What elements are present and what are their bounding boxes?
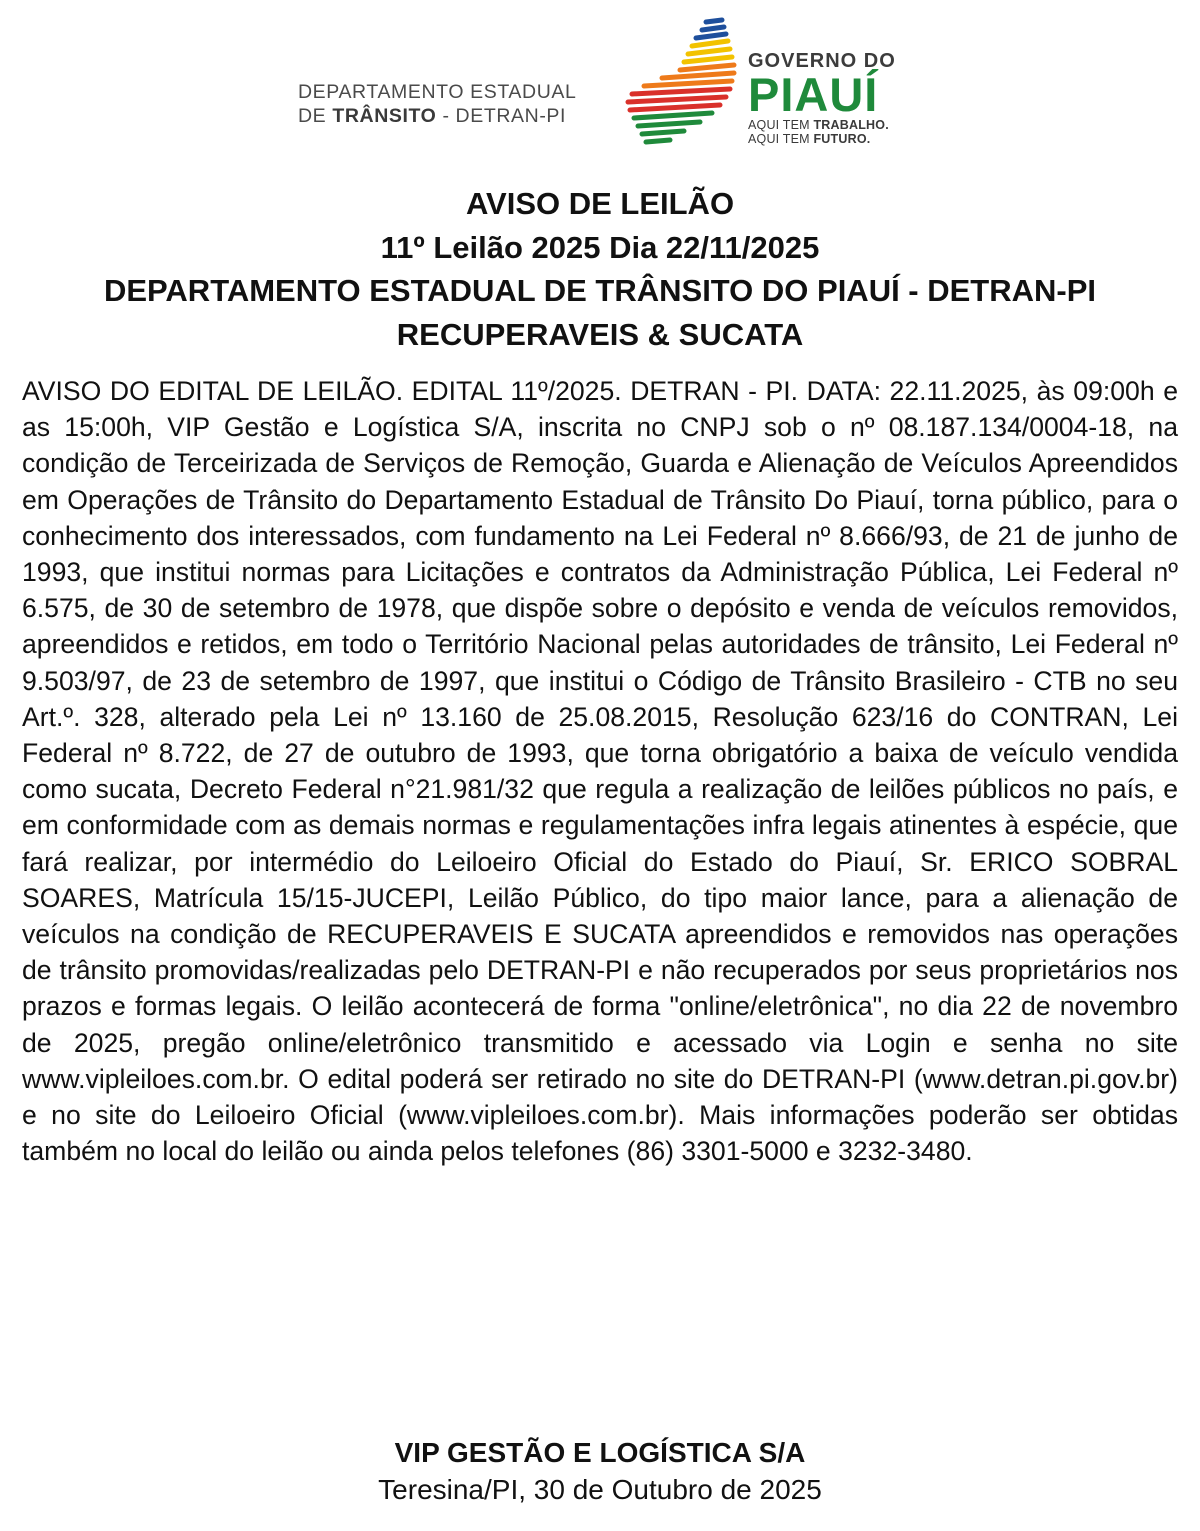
title-line-4: RECUPERAVEIS & SUCATA	[396, 316, 804, 352]
detran-logo-line1: DEPARTAMENTO ESTADUAL	[298, 81, 577, 103]
signature-place-date: Teresina/PI, 30 de Outubro de 2025	[378, 1474, 822, 1505]
detran-logo-bold: TRÂNSITO	[332, 105, 437, 127]
gov-logo-name: PIAUÍ	[748, 68, 879, 121]
title-line-1: AVISO DE LEILÃO	[465, 186, 735, 221]
notice-body: AVISO DO EDITAL DE LEILÃO. EDITAL 11º/2025. DETRAN - PI. DATA: 22.11.2025, às 09:00h e as 15:00h, VIP Gestão e Logística S/A, inscrita no CNPJ sob o nº 08.187.134/0004-18, na condição de Terceirizada de Serviços de Remoção, Guarda e Alienação de Veículos Apreendidos em Operações de Trânsito do Departamento Estadual de Trânsito Do Piauí, torna público, para o conhecimento dos interessados, com fundamento na Lei Federal nº 8.666/93, de 21 de junho de 1993, que institui normas para Licitações e contratos da Administração Pública, Lei Federal nº 6.575, de 30 de setembro de 1978, que dispõe sobre o depósito e venda de veículos removidos, apreendidos e retidos, em todo o Território Nacional pelas autoridades de trânsito, Lei Federal nº 9.503/97, de 23 de setembro de 1997, que institui o Código de Trânsito Brasileiro - CTB no seu Art.º. 328, alterado pela Lei nº 13.160 de 25.08.2015, Resolução 623/16 do CONTRAN, Lei Federal nº 8.722, de 27 de outubro de 1993, que torna obrigatório a baixa de veículo vendida como sucata, Decreto Federal n°21.981/32 que regula a realização de leilões públicos no país, e em conformidade com as demais normas e regulamentações infra legais atinentes à espécie, que fará realizar, por intermédio do Leiloeiro Oficial do Estado do Piauí, Sr. ERICO SOBRAL SOARES, Matrícula 15/15-JUCEPI, Leilão Público, do tipo maior lance, para a alienação de veículos na condição de RECUPERAVEIS E SUCATA apreendidos e removidos nas operações de trânsito promovidas/realizadas pelo DETRAN-PI e não recuperados por seus proprietários nos prazos e formas legais. O leilão acontecerá de forma "online/eletrônica", no dia 22 de novembro de 2025, pregão online/eletrônico transmitido e acessado via Login e senha no site www.vipleiloes.com.br. O edital poderá ser retirado no site do DETRAN-PI (www.detran.pi.gov.br) e no site do Leiloeiro Oficial (www.vipleiloes.com.br). Mais informações poderão ser obtidas também no local do leilão ou ainda pelos telefones (86) 3301-5000 e 3232-3480.	[22, 376, 1178, 1167]
gov-logo-slogan-2	[748, 132, 896, 146]
detran-logo-suffix: - DETRAN-PI	[436, 105, 567, 127]
header-logos	[0, 8, 1200, 158]
slogan-1-prefix: AQUI TEM	[748, 118, 814, 132]
notice-titles	[0, 182, 1200, 356]
detran-logo-prefix: DE	[298, 105, 333, 127]
slogan-2-prefix: AQUI TEM	[748, 132, 814, 146]
signature-block	[0, 1434, 1200, 1508]
gov-logo-slogan-1	[748, 118, 896, 132]
detran-logo	[298, 80, 576, 128]
detran-logo-line2	[298, 104, 576, 128]
slogan-2-bold: FUTURO.	[813, 132, 871, 146]
gov-piaui-logo	[748, 50, 896, 146]
title-line-3: DEPARTAMENTO ESTADUAL DE TRÂNSITO DO PIAUÍ - DETRAN-PI	[103, 273, 1097, 308]
piaui-map-mark-icon	[622, 12, 744, 152]
title-line-2: 11º Leilão 2025 Dia 22/11/2025	[380, 229, 820, 265]
gov-logo-top: GOVERNO DO	[748, 50, 896, 72]
slogan-1-bold: TRABALHO.	[813, 118, 889, 132]
signature-org: VIP GESTÃO E LOGÍSTICA S/A	[394, 1437, 806, 1468]
